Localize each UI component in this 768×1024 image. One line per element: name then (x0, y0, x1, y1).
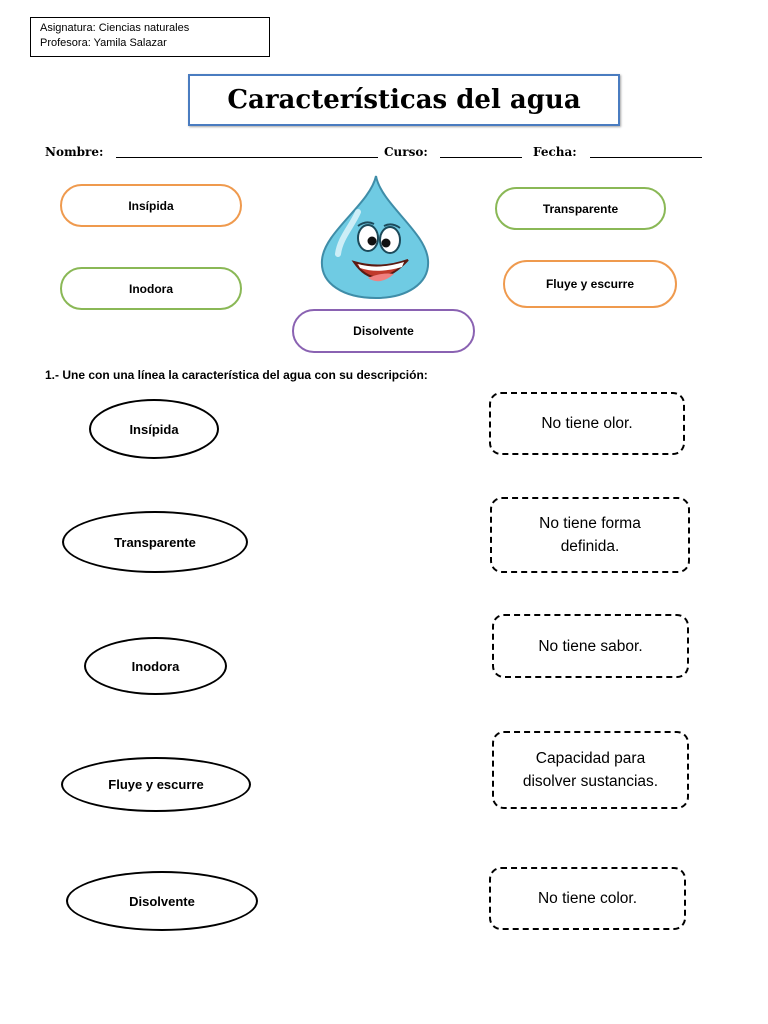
desc-box-olor[interactable]: No tiene olor. (489, 392, 685, 455)
water-drop-mascot-icon (318, 174, 434, 300)
oval-transparente[interactable]: Transparente (62, 511, 248, 573)
title-box (188, 74, 620, 126)
teacher-text: Profesora: Yamila Salazar (40, 37, 167, 49)
course-line[interactable] (440, 157, 522, 158)
pill-disolvente: Disolvente (292, 309, 475, 353)
subject-text: Asignatura: Ciencias naturales (40, 22, 190, 34)
oval-inodora[interactable]: Inodora (84, 637, 227, 695)
info-box (30, 17, 270, 57)
name-label: Nombre: (45, 145, 104, 159)
pill-insipida: Insípida (60, 184, 242, 227)
instruction-text: 1.- Une con una línea la característica del agua con su descripción: (45, 368, 428, 382)
pill-transparente: Transparente (495, 187, 666, 230)
desc-box-forma[interactable]: No tiene forma definida. (490, 497, 690, 573)
desc-box-color[interactable]: No tiene color. (489, 867, 686, 930)
pill-fluye: Fluye y escurre (503, 260, 677, 308)
desc-box-sabor[interactable]: No tiene sabor. (492, 614, 689, 678)
pill-inodora: Inodora (60, 267, 242, 310)
course-label: Curso: (384, 145, 428, 159)
oval-fluye[interactable]: Fluye y escurre (61, 757, 251, 812)
oval-insipida[interactable]: Insípida (89, 399, 219, 459)
page-title: Características del agua (227, 85, 581, 115)
date-line[interactable] (590, 157, 702, 158)
desc-box-disolver[interactable]: Capacidad para disolver sustancias. (492, 731, 689, 809)
oval-disolvente[interactable]: Disolvente (66, 871, 258, 931)
date-label: Fecha: (533, 145, 577, 159)
name-line[interactable] (116, 157, 378, 158)
